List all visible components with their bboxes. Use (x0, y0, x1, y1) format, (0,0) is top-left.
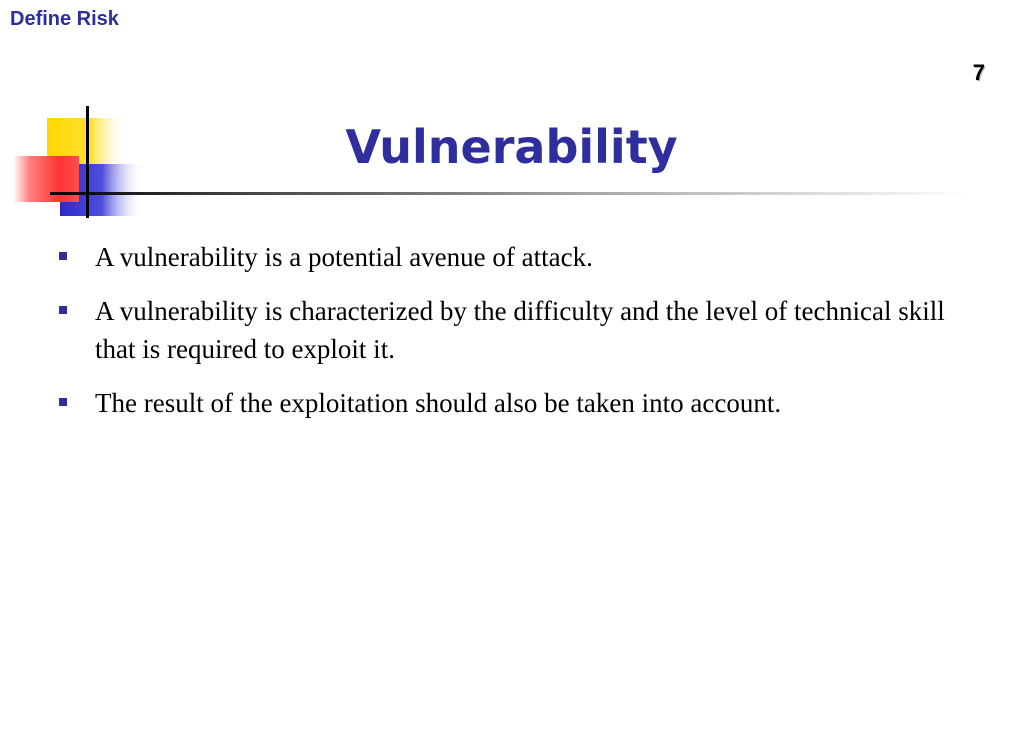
bullet-text: The result of the exploitation should also be taken into account. (95, 388, 782, 418)
bullet-item (0, 292, 1023, 368)
bullet-list (0, 238, 1023, 438)
square-bullet-icon (59, 252, 67, 260)
section-label: Define Risk (10, 8, 119, 30)
bullet-text: A vulnerability is a potential avenue of attack. (95, 242, 593, 272)
bullet-item (0, 384, 1023, 422)
decor-horizontal-line (50, 192, 970, 195)
square-bullet-icon (59, 306, 67, 314)
slide-title: Vulnerability (345, 120, 678, 174)
square-bullet-icon (59, 398, 67, 406)
slide-number: 7 (972, 60, 985, 85)
bullet-item (0, 238, 1023, 276)
bullet-text: A vulnerability is characterized by the difficulty and the level of technical skill that is required to exploit it. (95, 296, 945, 364)
